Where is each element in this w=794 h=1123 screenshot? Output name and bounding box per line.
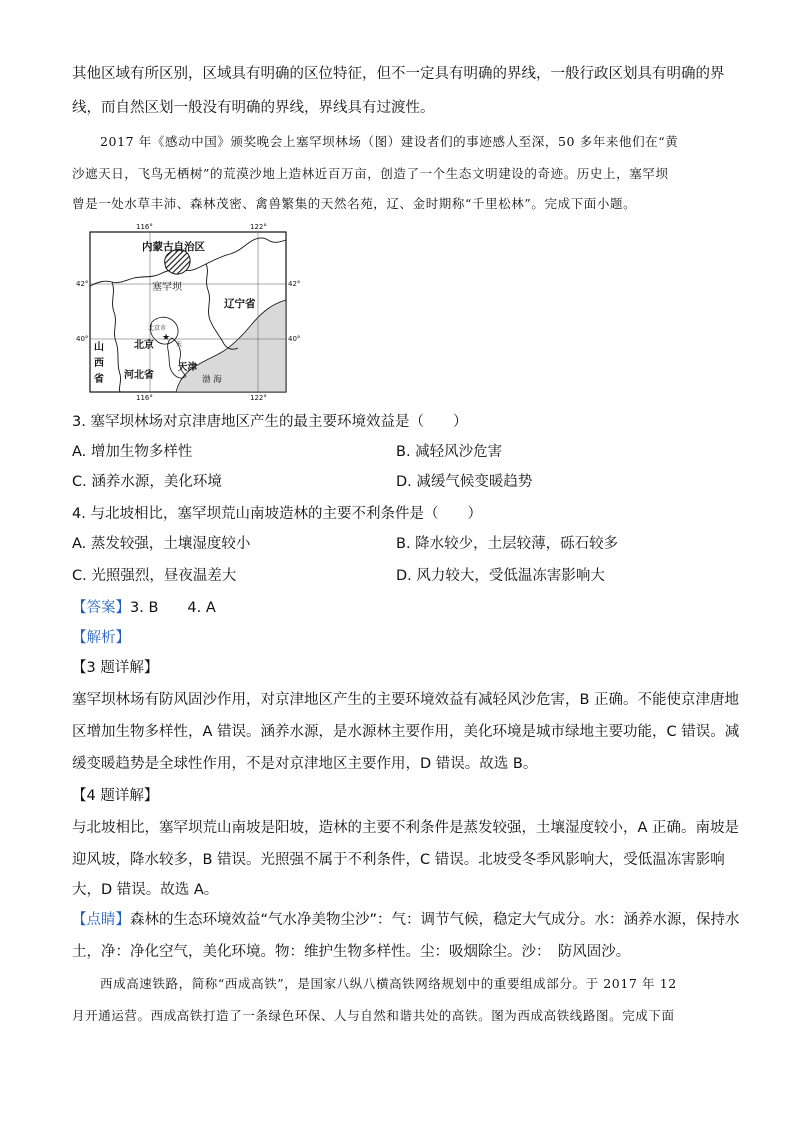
- detail3-line2: 区增加生物多样性，A 错误。涵养水源，是水源林主要作用，美化环境是城市绿地主要功能，C 错误。减: [72, 724, 740, 740]
- label-inner-mongolia: 内蒙古自治区: [142, 241, 205, 253]
- label-tianjin-small: 天: [176, 341, 183, 348]
- detail4-label: 【4 题详解】: [72, 788, 159, 804]
- label-beijing-city: 北京市: [148, 325, 167, 332]
- label-lat-40-left: 40°: [76, 335, 89, 343]
- intro2-line2: 月开通运营。西成高铁打造了一条绿色环保、人与自然和谐共处的高铁。图为西成高铁线路图。完成下面: [72, 1008, 675, 1023]
- label-shanxi-3: 省: [94, 374, 104, 385]
- q3-option-a: A. 增加生物多样性: [72, 444, 193, 460]
- intro1-line3: 曾是一处水草丰沛、森林茂密、禽兽繁集的天然名苑，辽、金时期称“千里松林”。完成下面小题。: [72, 196, 637, 211]
- detail4-line2: 迎风坡，降水较多，B 错误。光照强不属于不利条件，C 错误。北坡受冬季风影响大，受低温冻害影响: [72, 852, 725, 868]
- detail3-line1: 塞罕坝林场有防风固沙作用，对京津地区产生的主要环境效益有减轻风沙危害，B 正确。不能使京津唐地: [72, 692, 740, 708]
- q3-option-c: C. 涵养水源，美化环境: [72, 474, 222, 490]
- intro1-line1: 2017 年《感动中国》颁奖晚会上塞罕坝林场（图）建设者们的事迹感人至深，50 多年来他们在“黄: [100, 134, 679, 149]
- intro2-line1: 西成高速铁路，简称“西成高铁”，是国家八纵八横高铁网络规划中的重要组成部分。于 2017 年 12: [100, 976, 677, 991]
- q3-option-d: D. 减缓气候变暖趋势: [396, 474, 533, 490]
- q4-option-c: C. 光照强烈，昼夜温差大: [72, 568, 237, 584]
- label-liaoning: 辽宁省: [224, 298, 256, 310]
- answer-line: [72, 598, 722, 618]
- label-lon-122-bottom: 122°: [250, 394, 267, 402]
- saihanba-map: [72, 220, 301, 402]
- tip-line1: [72, 910, 740, 930]
- q3-option-b: B. 减轻风沙危害: [396, 444, 503, 460]
- label-tianjin: 天津: [178, 362, 198, 373]
- para1-line1: 其他区域有所区别，区域具有明确的区位特征，但不一定具有明确的界线，一般行政区划具有明确的界: [72, 66, 725, 82]
- intro1-line2: 沙遮天日，飞鸟无栖树”的荒漠沙地上造林近百万亩，创造了一个生态文明建设的奇迹。历史上，塞罕坝: [72, 166, 669, 181]
- detail4-line3: 大，D 错误。故选 A。: [72, 882, 219, 898]
- q4-stem: 4. 与北坡相比，塞罕坝荒山南坡造林的主要不利条件是（ ）: [72, 506, 482, 522]
- label-lat-42-left: 42°: [76, 280, 89, 288]
- label-lon-116-bottom: 116°: [136, 394, 153, 402]
- tip-text-1: 森林的生态环境效益“气水净美物尘沙”：气：调节气候，稳定大气成分。水：涵养水源，保持水: [130, 912, 740, 928]
- label-beijing: 北京: [134, 340, 154, 351]
- label-lat-40-right: 40°: [288, 335, 301, 343]
- q4-option-b: B. 降水较少，土层较薄，砾石较多: [396, 536, 619, 552]
- label-lon-122-top: 122°: [250, 223, 267, 231]
- analysis-label: 【解析】: [72, 630, 130, 646]
- label-bohai: 渤 海: [202, 375, 222, 385]
- label-shanxi-1: 山: [94, 342, 104, 353]
- detail3-label: 【3 题详解】: [72, 660, 159, 676]
- answer-text: 3. B 4. A: [130, 600, 216, 616]
- q4-option-a: A. 蒸发较强，土壤湿度较小: [72, 536, 251, 552]
- answer-label: 【答案】: [72, 600, 130, 616]
- label-hebei: 河北省: [124, 370, 154, 381]
- detail4-line1: 与北坡相比，塞罕坝荒山南坡是阳坡，造林的主要不利条件是蒸发较强，土壤湿度较小，A 正确。南坡是: [72, 820, 740, 836]
- beijing-star-icon: ★: [162, 333, 171, 343]
- tip-label: 【点睛】: [72, 912, 130, 928]
- tip-line2: 土，净：净化空气，美化环境。物：维护生物多样性。尘：吸烟除尘。沙： 防风固沙。: [72, 944, 631, 960]
- q4-option-d: D. 风力较大，受低温冻害影响大: [396, 568, 605, 584]
- q3-stem: 3. 塞罕坝林场对京津唐地区产生的最主要环境效益是（ ）: [72, 414, 468, 430]
- detail3-line3: 缓变暖趋势是全球性作用，不是对京津地区主要作用，D 错误。故选 B。: [72, 756, 538, 772]
- label-saihanba: 塞罕坝: [152, 282, 182, 293]
- label-lat-42-right: 42°: [288, 280, 301, 288]
- saihanba-area: [165, 250, 190, 275]
- label-shanxi-2: 西: [94, 358, 104, 369]
- para1-line2: 线，而自然区划一般没有明确的界线，界线具有过渡性。: [72, 100, 435, 116]
- label-lon-116: 116°: [136, 223, 153, 231]
